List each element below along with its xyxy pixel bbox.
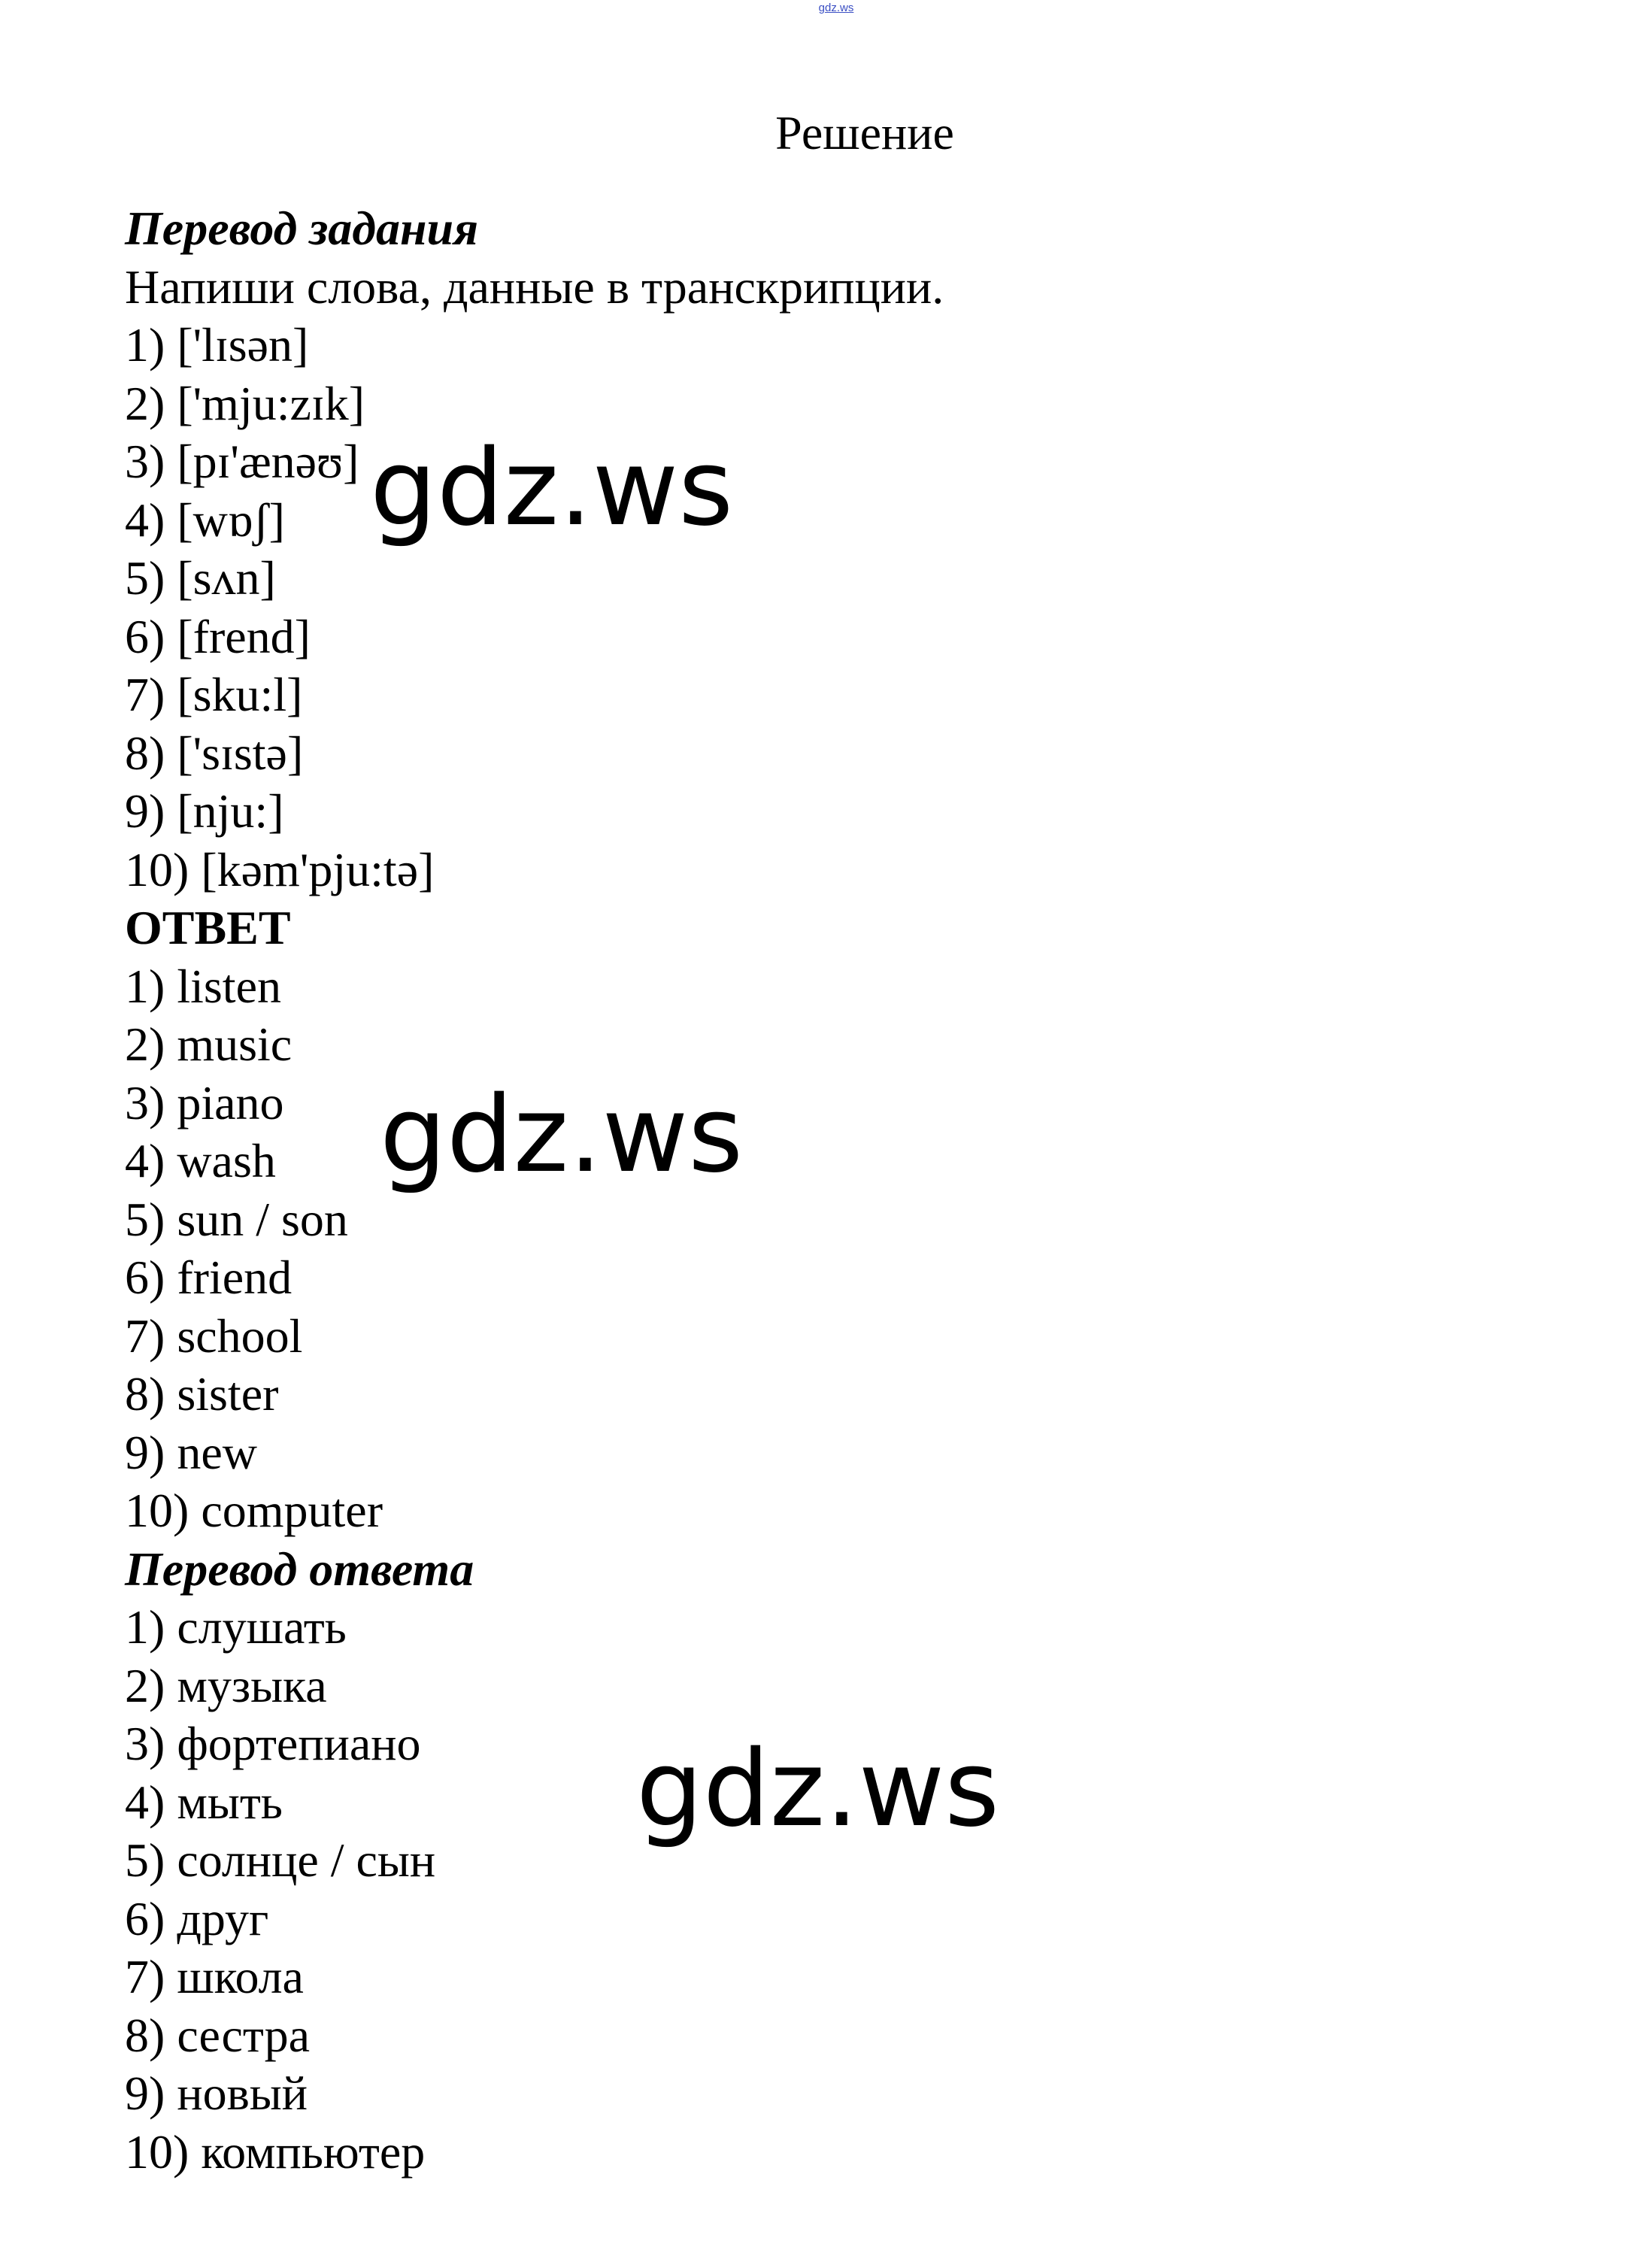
translation-item: 1) слушать	[125, 1600, 347, 1654]
page-title: Решение	[775, 106, 954, 159]
transcription-item: 6) [frend]	[125, 609, 311, 663]
answer-item: 9) new	[125, 1425, 257, 1479]
task-heading: Перевод задания	[125, 202, 479, 255]
translation-item: 10) компьютер	[125, 2124, 426, 2179]
translation-item: 3) фортепиано	[125, 1717, 421, 1770]
watermark-text: gdz.ws	[636, 1728, 1000, 1851]
top-watermark-link[interactable]: gdz.ws	[818, 2, 854, 14]
translation-item: 6) друг	[125, 1891, 269, 1945]
answer-item: 1) listen	[125, 959, 281, 1013]
translation-item: 4) мыть	[125, 1775, 283, 1829]
answer-item: 5) sun / son	[125, 1192, 348, 1246]
transcription-item: 5) [sʌn]	[125, 551, 276, 605]
translation-item: 5) солнце / сын	[125, 1833, 436, 1887]
answer-item: 8) sister	[125, 1367, 279, 1421]
translation-item: 9) новый	[125, 2066, 308, 2120]
transcription-item: 9) [nju:]	[125, 784, 284, 838]
answer-item: 2) music	[125, 1017, 293, 1071]
translation-heading: Перевод ответа	[125, 1542, 474, 1596]
transcription-item: 4) [wɒʃ]	[125, 493, 285, 547]
answer-heading: ОТВЕТ	[125, 901, 291, 954]
translation-item: 7) школа	[125, 1950, 304, 2003]
watermark-text: gdz.ws	[370, 427, 734, 550]
task-text: Напиши слова, данные в транскрипции.	[125, 259, 944, 314]
transcription-item: 1) ['lɪsən]	[125, 318, 309, 371]
answer-item: 7) school	[125, 1308, 303, 1363]
transcription-item: 7) [sku:l]	[125, 668, 303, 721]
transcription-item: 3) [pɪ'ænəʊ]	[125, 435, 359, 488]
answer-item: 6) friend	[125, 1251, 293, 1304]
watermark-text: gdz.ws	[380, 1074, 744, 1196]
translation-item: 8) сестра	[125, 2008, 311, 2062]
transcription-item: 10) [kəm'pju:tə]	[125, 842, 435, 896]
answer-item: 3) piano	[125, 1075, 284, 1129]
answer-item: 10) computer	[125, 1484, 383, 1537]
translation-item: 2) музыка	[125, 1658, 327, 1712]
transcription-item: 8) ['sɪstə]	[125, 726, 304, 780]
transcription-item: 2) ['mju:zɪk]	[125, 376, 365, 430]
answer-item: 4) wash	[125, 1134, 276, 1187]
